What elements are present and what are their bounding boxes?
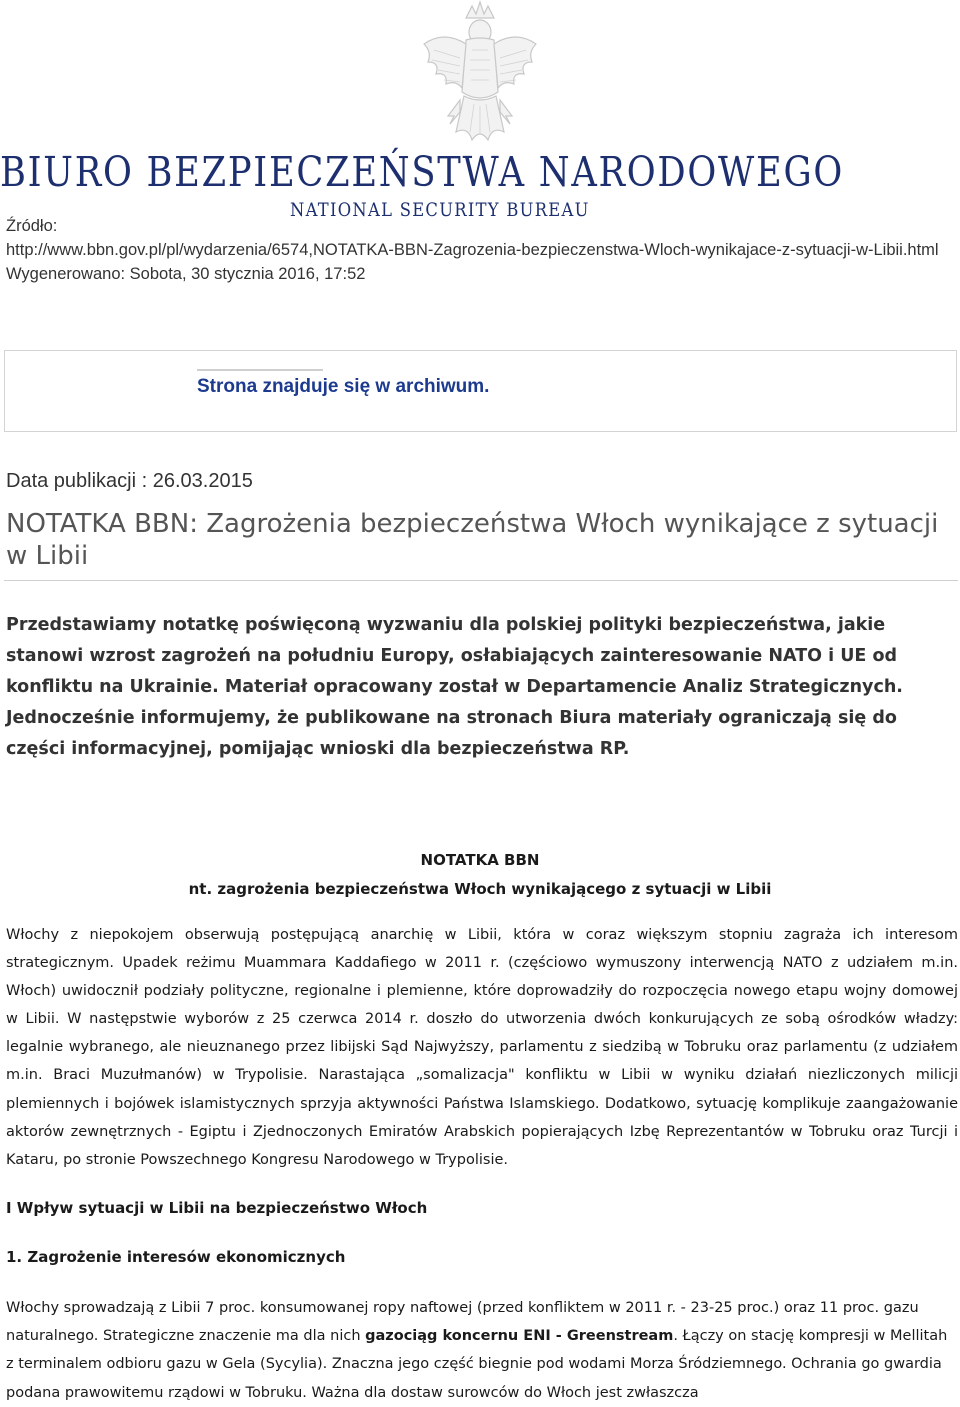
archive-notice-text: Strona znajduje się w archiwum. [197, 376, 490, 397]
article-paragraph-2 [6, 1294, 958, 1407]
paragraph-2-end: . Łączy on stację kompresji w Mellitah z terminalem odbioru gazu w Gela (Sycylia). Znaczna jego część biegnie pod wodami Morza Śródziemnego. Ochrania go gwardia podana prawowitemu rządowi w Tobruku. Ważna dla dostaw surowców do Włoch jest zwłaszcza [6, 1328, 948, 1401]
archive-notice [4, 350, 957, 432]
bureau-logo-subtitle: NATIONAL SECURITY BUREAU [290, 199, 590, 221]
paragraph-2-emphasis: gazociąg koncernu ENI - Greenstream [365, 1328, 674, 1345]
subsection-heading-1: 1. Zagrożenie interesów ekonomicznych [6, 1248, 346, 1266]
title-divider [4, 580, 958, 581]
article-title: NOTATKA BBN: Zagrożenia bezpieczeństwa Włoch wynikające z sytuacji w Libii [6, 509, 939, 571]
source-url[interactable]: http://www.bbn.gov.pl/pl/wydarzenia/6574,NOTATKA-BBN-Zagrozenia-bezpieczenstwa-Wloch-wynikajace-z-sytuacji-w-Libii.html [6, 241, 939, 259]
archive-divider [197, 369, 323, 371]
note-heading [0, 846, 960, 904]
source-info [6, 214, 956, 286]
paragraph-2-start: Włochy sprowadzają z Libii 7 proc. konsumowanej ropy naftowej (przed konfliktem w 2011 r. - 23-25 proc.) oraz 11 proc. gazu naturalnego. Strategiczne znaczenie ma dla nich [6, 1300, 919, 1345]
page-header [0, 0, 960, 224]
generated-timestamp: Wygenerowano: Sobota, 30 stycznia 2016, 17:52 [6, 265, 366, 283]
bureau-logo-title: BIURO BEZPIECZEŃSTWA NARODOWEGO [0, 148, 844, 196]
note-subtitle: nt. zagrożenia bezpieczeństwa Włoch wynikającego z sytuacji w Libii [188, 880, 772, 898]
source-label: Źródło: [6, 217, 58, 235]
section-heading-1: I Wpływ sytuacji w Libii na bezpieczeństwo Włoch [6, 1199, 428, 1217]
article-lead: Przedstawiamy notatkę poświęconą wyzwaniu dla polskiej polityki bezpieczeństwa, jakie stanowi wzrost zagrożeń na południu Europy, osłabiających zainteresowanie NATO i UE od konfliktu na Ukrainie. Materiał opracowany został w Departamencie Analiz Strategicznych. Jednocześnie informujemy, że publikowane na stronach Biura materiały ograniczają się do części informacyjnej, pomijając wnioski dla bezpieczeństwa RP. [6, 615, 903, 759]
article-paragraph-1: Włochy z niepokojem obserwują postępującą anarchię w Libii, która w coraz większym stopniu zagraża ich interesom strategicznym. Upadek reżimu Muammara Kaddafiego w 2011 r. (częściowo wymuszony interwencją NATO z udziałem m.in. Włoch) uwidocznił podziały polityczne, regionalne i plemienne, które doprowadziły do rozpoczęcia nowego etapu wojny domowej w Libii. W następstwie wyborów z 25 czerwca 2014 r. doszło do utworzenia dwóch konkurujących ze sobą ośrodków władzy: legalnie wybranego, ale nieuznanego przez libijski Sąd Najwyższy, parlamentu z siedzibą w Tobruku oraz parlamentu (z udziałem m.in. Braci Muzułmanów) w Trypolisie. Narastająca „somalizacja" konfliktu w Libii w wyniku działań niezliczonych milicji plemiennych i bojówek islamistycznych sprzyja aktywności Państwa Islamskiego. Dodatkowo, sytuację komplikuje zaangażowanie aktorów zewnętrznych - Egiptu i Zjednoczonych Emiratów Arabskich popierających Izbę Reprezentantów w Tobruku oraz Turcji i Kataru, po stronie Powszechnego Kongresu Narodowego w Trypolisie. [6, 927, 958, 1168]
publication-date: Data publikacji : 26.03.2015 [6, 470, 253, 492]
note-title: NOTATKA BBN [420, 851, 540, 869]
polish-eagle-emblem-icon [414, 0, 546, 150]
